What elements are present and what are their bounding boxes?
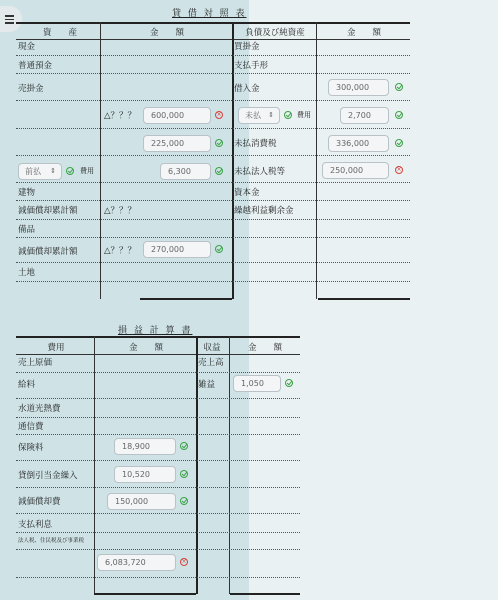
- check-icon: [395, 111, 403, 119]
- depr-mark-fixture: △？？？: [104, 246, 137, 256]
- pl-amount-header-2: 金 額: [247, 343, 282, 353]
- asset-label: 普通預金: [18, 61, 53, 71]
- accrued-input[interactable]: 2,700: [340, 107, 389, 124]
- expense-label: 貸倒引当金繰入: [18, 471, 78, 481]
- check-icon: [215, 167, 223, 175]
- bad-debt-input[interactable]: 10,520: [114, 466, 176, 483]
- loan-input[interactable]: 300,000: [328, 79, 389, 96]
- prepaid-select[interactable]: [18, 163, 62, 180]
- expense-label: 通信費: [18, 422, 44, 432]
- check-icon: [180, 470, 188, 478]
- liability-label: 未払法人税等: [234, 167, 286, 177]
- check-icon: [285, 379, 293, 387]
- check-icon: [180, 442, 188, 450]
- cross-icon: ×: [216, 111, 222, 118]
- consumption-tax-input[interactable]: 336,000: [328, 135, 389, 152]
- pl-revenue-header: 収益: [203, 343, 221, 353]
- check-icon: [215, 245, 223, 253]
- liability-label: 資本金: [234, 188, 260, 198]
- liability-label: 借入金: [234, 84, 260, 94]
- accrued-select[interactable]: [238, 107, 280, 124]
- expense-label: 給料: [18, 380, 36, 390]
- bs-amount-header-2: 金 額: [346, 28, 381, 38]
- bs-top-rule: [16, 22, 410, 24]
- prepaid-select-value: 前払: [25, 167, 41, 176]
- expense-label: 売上原価: [18, 358, 53, 368]
- income-statement-title: 損 益 計 算 書: [118, 326, 193, 336]
- pl-expense-header: 費用: [47, 343, 65, 353]
- allowance-input[interactable]: 600,000: [143, 107, 211, 124]
- receivable-net-input[interactable]: 225,000: [143, 135, 211, 152]
- check-icon: [215, 139, 223, 147]
- chevron-updown-icon: ⇕: [50, 167, 56, 175]
- income-tax-input[interactable]: 250,000: [322, 162, 389, 179]
- asset-label: 土地: [18, 268, 36, 278]
- bs-asset-header: 資 産: [42, 28, 77, 38]
- revenue-label: 売上高: [198, 358, 224, 368]
- insurance-input[interactable]: 18,900: [114, 438, 176, 455]
- total-input[interactable]: 6,083,720: [97, 554, 176, 571]
- expense-label: 保険料: [18, 443, 44, 453]
- expense-label: 法人税、住民税及び事業税: [18, 538, 85, 544]
- check-icon: [180, 497, 188, 505]
- expense-label: 支払利息: [18, 520, 53, 530]
- liability-label: 未払消費税: [234, 139, 277, 149]
- expense-label: 減価償却費: [18, 497, 61, 507]
- check-icon: [395, 139, 403, 147]
- asset-label: 備品: [18, 225, 36, 235]
- cross-icon: ×: [396, 166, 402, 173]
- liability-label: 繰越利益剰余金: [234, 206, 294, 216]
- chevron-updown-icon: ⇕: [268, 111, 274, 119]
- asset-label: 建物: [18, 188, 36, 198]
- prepaid-input[interactable]: 6,300: [160, 163, 211, 180]
- bs-liab-header: 負債及び純資産: [245, 28, 305, 38]
- expense-label: 水道光熱費: [18, 404, 61, 414]
- revenue-label: 雑益: [198, 380, 216, 390]
- asset-label: 現金: [18, 42, 36, 52]
- asset-label: 売掛金: [18, 84, 44, 94]
- fixture-depr-input[interactable]: 270,000: [143, 241, 211, 258]
- asset-label: 減価償却累計額: [18, 206, 78, 216]
- check-icon: [284, 111, 292, 119]
- bs-amount-header-1: 金 額: [149, 28, 184, 38]
- accrued-caption: 費用: [297, 111, 311, 119]
- depr-mark-building: △？？？: [104, 206, 137, 216]
- prepaid-caption: 費用: [80, 167, 94, 175]
- asset-label: 減価償却累計額: [18, 247, 78, 257]
- depreciation-input[interactable]: 150,000: [107, 493, 176, 510]
- cross-icon: ×: [181, 558, 187, 565]
- allowance-mark: △？？？: [104, 111, 137, 121]
- check-icon: [66, 167, 74, 175]
- balance-sheet-title: 貸 借 対 照 表: [172, 9, 247, 19]
- misc-income-input[interactable]: 1,050: [233, 375, 281, 392]
- accrued-select-value: 未払: [245, 111, 261, 120]
- check-icon: [395, 83, 403, 91]
- liability-label: 支払手形: [234, 61, 269, 71]
- pl-amount-header-1: 金 額: [128, 343, 163, 353]
- liability-label: 買掛金: [234, 42, 260, 52]
